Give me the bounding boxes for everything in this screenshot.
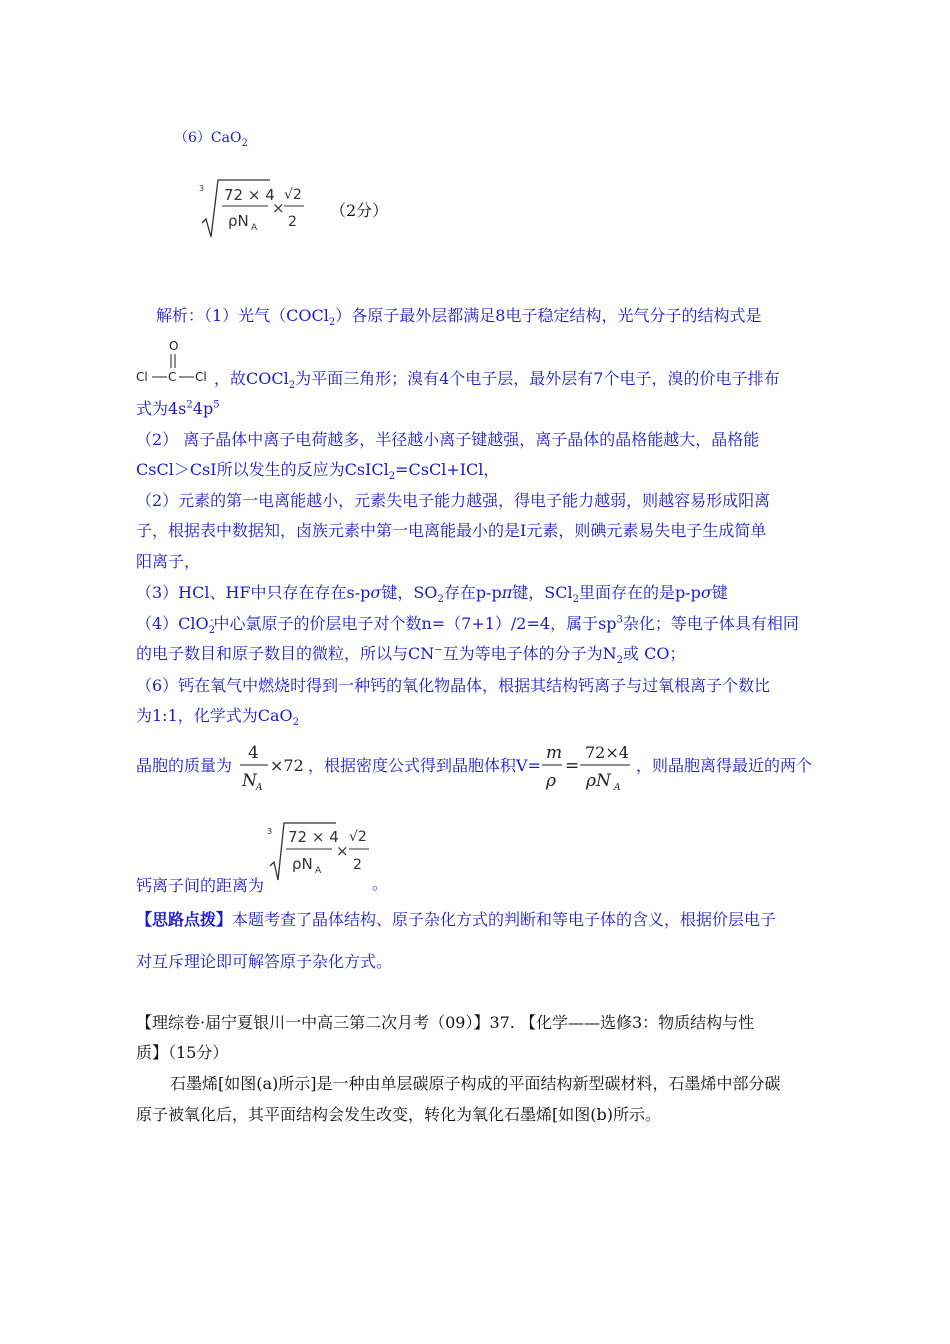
mass-num: 4: [248, 743, 259, 763]
tip-line2: 对互斥理论即可解答原子杂化方式。: [136, 952, 393, 971]
p4-line2: 的电子数目和原子数目的微粒，所以与CN−互为等电子体的分子为$N_2$或 CO；: [136, 644, 686, 667]
formula-bottom-two: 2: [353, 857, 362, 873]
volume-fraction: [540, 738, 634, 796]
formula-top-times: ×: [272, 199, 285, 217]
formula-bottom-sqrt2: √2: [349, 829, 367, 845]
formula-top: [198, 175, 328, 240]
cocl2-structure: [136, 336, 216, 386]
formula-bottom-num: 72 × 4: [288, 828, 339, 846]
formula-top-sqrt2: √2: [284, 187, 302, 203]
p6-line2: 为1:1，化学式为CaO$_2$: [136, 706, 300, 729]
formula-top-num: 72 × 4: [224, 186, 275, 204]
tip-line1: 【思路点拨】本题考查了晶体结构、原子杂化方式的判断和等电子体的含义，根据价层电子: [136, 910, 777, 929]
mass-fraction: [234, 738, 306, 796]
mass-text-b: ，根据密度公式得到晶胞体积V=: [308, 756, 541, 775]
part6-sub: 2: [241, 137, 248, 149]
v-num2: 72×4: [585, 743, 629, 762]
mass-text-c: ，则晶胞离得最近的两个: [636, 756, 813, 775]
struct-c: C: [168, 370, 177, 384]
p2a-line2: CsCl＞CsI所以发生的反应为CsICl$_2$=CsCl+ICl，: [136, 460, 500, 483]
formula-top-den: ρN: [228, 212, 249, 230]
mass-den: N: [242, 771, 257, 791]
struct-cl2: Cl: [195, 370, 207, 384]
v-num: m: [546, 743, 563, 763]
analysis-line3: 式为$4s^24p^5$: [136, 399, 220, 418]
v-den: ρ: [546, 771, 556, 791]
p2a-line1: （2） 离子晶体中离子电荷越多，半径越小离子键越强，离子晶体的晶格能越大，晶格能: [136, 430, 760, 449]
formula-top-root-index: 3: [199, 184, 205, 193]
p4-line1: （4）ClO$_2$-中心氯原子的价层电子对个数n=（7+1）/2=4，属于$sp^3$杂化；等电子体具有相同: [136, 614, 799, 637]
v-den2: ρN: [586, 771, 611, 791]
tip-label: 【思路点拨】: [136, 910, 233, 929]
v-eq: =: [565, 756, 580, 776]
mass-text-a: 晶胞的质量为: [136, 756, 233, 775]
distance-end: 。: [372, 874, 389, 893]
distance-text: 钙离子间的距离为: [136, 876, 265, 895]
mass-den-sub: A: [256, 783, 263, 793]
part6-text: （6）CaO: [174, 130, 242, 146]
p2b-line2: 子，根据表中数据知，卤族元素中第一电离能最小的是I元素，则碘元素易失电子生成简单: [136, 521, 767, 540]
formula-bottom-root-index: 3: [267, 827, 273, 836]
formula-bottom-den: ρN: [292, 855, 313, 873]
part6-label: [174, 128, 248, 148]
question-title-line1: 【理综卷·届宁夏银川一中高三第二次月考（09）】37. 【化学——选修3：物质结构与性: [136, 1013, 755, 1032]
struct-cl1: Cl: [136, 370, 148, 384]
analysis-line2: ，故COCl$_2$为平面三角形；溴有4个电子层，最外层有7个电子，溴的价电子排布: [214, 369, 780, 392]
v-den2-sub: A: [614, 783, 621, 793]
p2b-line1: （2）元素的第一电离能越小，元素失电子能力越强，得电子能力越弱，则越容易形成阳离: [136, 491, 771, 510]
p2b-line3: 阳离子，: [136, 552, 201, 571]
p6-line1: （6）钙在氧气中燃烧时得到一种钙的氧化物晶体，根据其结构钙离子与过氧根离子个数比: [136, 676, 771, 695]
question-title-line2: 质】（15分）: [136, 1043, 229, 1062]
formula-top-two: 2: [288, 214, 297, 230]
formula-bottom-den-sub: A: [315, 866, 322, 876]
score-label: （2分）: [330, 201, 389, 220]
question-body-line2: 原子被氧化后，其平面结构会发生改变，转化为氧化石墨烯[如图(b)所示。: [136, 1105, 661, 1124]
formula-bottom-times: ×: [336, 842, 349, 860]
formula-bottom: [266, 818, 386, 882]
formula-top-den-sub: A: [251, 223, 258, 233]
p3-line: （3）HCl、HF中只存在存在s-pσ键，$SO_2$存在p-pπ键，SCl$_2$里面存在的是p-pσ键: [136, 583, 728, 606]
struct-o: O: [169, 339, 179, 353]
mass-times: ×72: [270, 756, 304, 775]
question-body-line1: 石墨烯[如图(a)所示]是一种由单层碳原子构成的平面结构新型碳材料，石墨烯中部分碳: [170, 1074, 781, 1093]
analysis-line1: 解析：（1）光气（COCl$_2$）各原子最外层都满足8电子稳定结构，光气分子的结构式是: [156, 306, 762, 329]
